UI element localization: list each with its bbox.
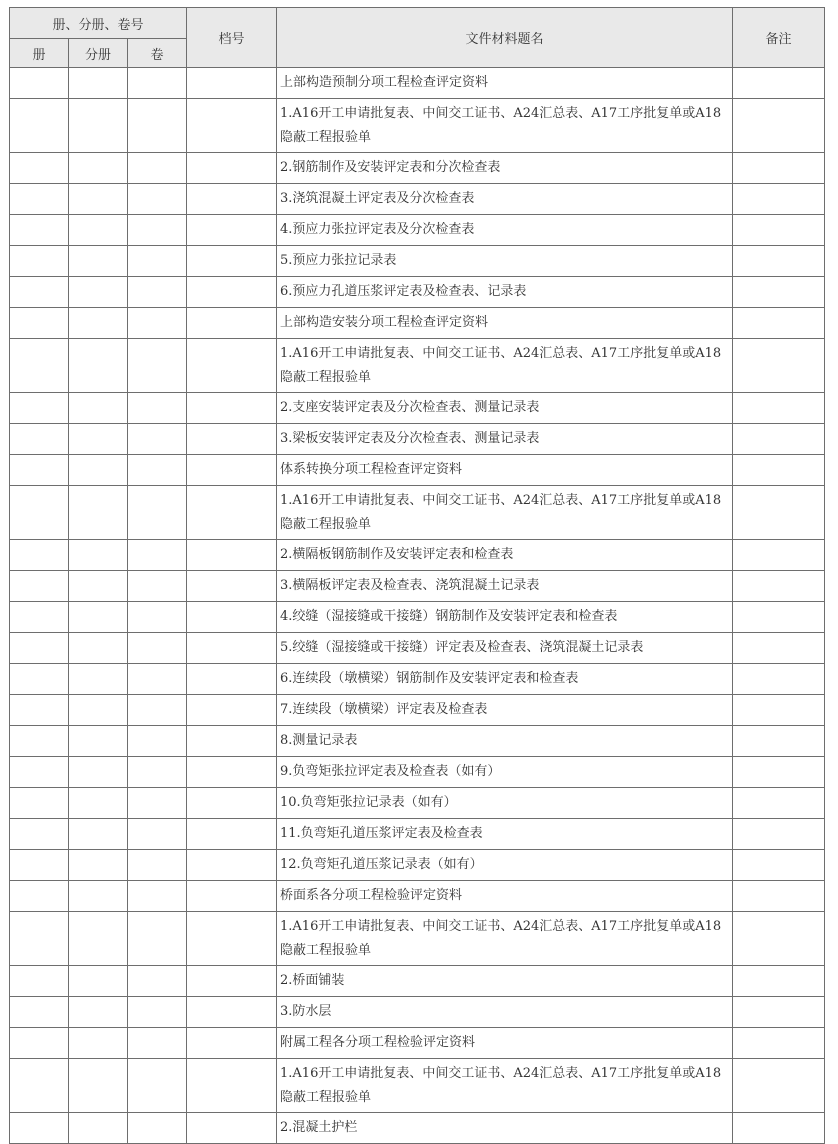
- title-cell: 1.A16开工申请批复表、中间交工证书、A24汇总表、A17工序批复单或A18隐蔽工程报验单: [277, 339, 733, 393]
- roll-cell: [128, 912, 187, 966]
- roll-cell: [128, 246, 187, 277]
- roll-cell: [128, 757, 187, 788]
- table-row: [10, 184, 825, 215]
- title-cell: 9.负弯矩张拉评定表及检查表（如有）: [277, 757, 733, 788]
- file-no-cell: [187, 215, 277, 246]
- file-no-cell: [187, 571, 277, 602]
- header-document-title: 文件材料题名: [277, 8, 733, 68]
- roll-cell: [128, 308, 187, 339]
- sub-volume-cell: [69, 726, 128, 757]
- sub-volume-cell: [69, 184, 128, 215]
- volume-cell: [10, 602, 69, 633]
- roll-cell: [128, 215, 187, 246]
- table-row: [10, 1059, 825, 1113]
- title-cell: 3.防水层: [277, 997, 733, 1028]
- remark-cell: [733, 881, 825, 912]
- table-row: [10, 695, 825, 726]
- volume-cell: [10, 1059, 69, 1113]
- sub-volume-cell: [69, 424, 128, 455]
- title-cell: 3.浇筑混凝土评定表及分次检查表: [277, 184, 733, 215]
- volume-cell: [10, 308, 69, 339]
- volume-cell: [10, 68, 69, 99]
- roll-cell: [128, 393, 187, 424]
- sub-volume-cell: [69, 1113, 128, 1144]
- file-no-cell: [187, 966, 277, 997]
- file-no-cell: [187, 1059, 277, 1113]
- table-row: [10, 308, 825, 339]
- table-row: [10, 339, 825, 393]
- title-cell: 4.绞缝（湿接缝或干接缝）钢筋制作及安装评定表和检查表: [277, 602, 733, 633]
- sub-volume-cell: [69, 308, 128, 339]
- file-no-cell: [187, 277, 277, 308]
- volume-cell: [10, 757, 69, 788]
- file-no-cell: [187, 393, 277, 424]
- file-no-cell: [187, 912, 277, 966]
- roll-cell: [128, 277, 187, 308]
- title-cell: 1.A16开工申请批复表、中间交工证书、A24汇总表、A17工序批复单或A18隐蔽工程报验单: [277, 486, 733, 540]
- volume-cell: [10, 912, 69, 966]
- sub-volume-cell: [69, 393, 128, 424]
- roll-cell: [128, 455, 187, 486]
- roll-cell: [128, 1059, 187, 1113]
- sub-volume-cell: [69, 1059, 128, 1113]
- sub-volume-cell: [69, 215, 128, 246]
- sub-volume-cell: [69, 339, 128, 393]
- sub-volume-cell: [69, 664, 128, 695]
- roll-cell: [128, 339, 187, 393]
- volume-cell: [10, 215, 69, 246]
- roll-cell: [128, 153, 187, 184]
- file-no-cell: [187, 68, 277, 99]
- roll-cell: [128, 424, 187, 455]
- title-cell: 5.预应力张拉记录表: [277, 246, 733, 277]
- header-roll: 卷: [128, 39, 187, 68]
- title-cell: 1.A16开工申请批复表、中间交工证书、A24汇总表、A17工序批复单或A18隐蔽工程报验单: [277, 1059, 733, 1113]
- table-row: [10, 486, 825, 540]
- roll-cell: [128, 68, 187, 99]
- table-row: [10, 571, 825, 602]
- roll-cell: [128, 881, 187, 912]
- table-row: [10, 540, 825, 571]
- title-cell: 附属工程各分项工程检验评定资料: [277, 1028, 733, 1059]
- sub-volume-cell: [69, 571, 128, 602]
- remark-cell: [733, 912, 825, 966]
- table-row: [10, 633, 825, 664]
- volume-cell: [10, 726, 69, 757]
- remark-cell: [733, 455, 825, 486]
- roll-cell: [128, 1113, 187, 1144]
- volume-cell: [10, 184, 69, 215]
- remark-cell: [733, 1028, 825, 1059]
- volume-cell: [10, 571, 69, 602]
- volume-cell: [10, 424, 69, 455]
- table-body: [10, 68, 825, 1144]
- sub-volume-cell: [69, 277, 128, 308]
- file-no-cell: [187, 1113, 277, 1144]
- title-cell: 体系转换分项工程检查评定资料: [277, 455, 733, 486]
- title-cell: 上部构造安装分项工程检查评定资料: [277, 308, 733, 339]
- sub-volume-cell: [69, 757, 128, 788]
- archive-catalog-table: [9, 7, 825, 1144]
- volume-cell: [10, 1028, 69, 1059]
- remark-cell: [733, 757, 825, 788]
- header-file-no: 档号: [187, 8, 277, 68]
- volume-cell: [10, 997, 69, 1028]
- title-cell: 3.横隔板评定表及检查表、浇筑混凝土记录表: [277, 571, 733, 602]
- file-no-cell: [187, 540, 277, 571]
- remark-cell: [733, 966, 825, 997]
- roll-cell: [128, 184, 187, 215]
- header-volume-group: 册、分册、卷号: [10, 8, 187, 39]
- table-row: [10, 153, 825, 184]
- file-no-cell: [187, 153, 277, 184]
- remark-cell: [733, 602, 825, 633]
- sub-volume-cell: [69, 819, 128, 850]
- file-no-cell: [187, 424, 277, 455]
- table-row: [10, 1113, 825, 1144]
- roll-cell: [128, 1028, 187, 1059]
- file-no-cell: [187, 339, 277, 393]
- sub-volume-cell: [69, 602, 128, 633]
- header-sub-volume: 分册: [69, 39, 128, 68]
- title-cell: 6.预应力孔道压浆评定表及检查表、记录表: [277, 277, 733, 308]
- roll-cell: [128, 633, 187, 664]
- roll-cell: [128, 486, 187, 540]
- remark-cell: [733, 393, 825, 424]
- remark-cell: [733, 540, 825, 571]
- sub-volume-cell: [69, 997, 128, 1028]
- roll-cell: [128, 664, 187, 695]
- roll-cell: [128, 726, 187, 757]
- title-cell: 2.支座安装评定表及分次检查表、测量记录表: [277, 393, 733, 424]
- title-cell: 1.A16开工申请批复表、中间交工证书、A24汇总表、A17工序批复单或A18隐蔽工程报验单: [277, 99, 733, 153]
- volume-cell: [10, 819, 69, 850]
- table-row: [10, 664, 825, 695]
- remark-cell: [733, 571, 825, 602]
- table-header: [10, 8, 825, 68]
- table-row: [10, 850, 825, 881]
- file-no-cell: [187, 1028, 277, 1059]
- title-cell: 12.负弯矩孔道压浆记录表（如有）: [277, 850, 733, 881]
- remark-cell: [733, 695, 825, 726]
- sub-volume-cell: [69, 1028, 128, 1059]
- title-cell: 7.连续段（墩横梁）评定表及检查表: [277, 695, 733, 726]
- sub-volume-cell: [69, 850, 128, 881]
- roll-cell: [128, 819, 187, 850]
- roll-cell: [128, 99, 187, 153]
- title-cell: 4.预应力张拉评定表及分次检查表: [277, 215, 733, 246]
- table-row: [10, 215, 825, 246]
- volume-cell: [10, 277, 69, 308]
- title-cell: 5.绞缝（湿接缝或干接缝）评定表及检查表、浇筑混凝土记录表: [277, 633, 733, 664]
- sub-volume-cell: [69, 246, 128, 277]
- volume-cell: [10, 633, 69, 664]
- volume-cell: [10, 788, 69, 819]
- table-row: [10, 819, 825, 850]
- sub-volume-cell: [69, 153, 128, 184]
- file-no-cell: [187, 850, 277, 881]
- volume-cell: [10, 695, 69, 726]
- file-no-cell: [187, 664, 277, 695]
- roll-cell: [128, 850, 187, 881]
- volume-cell: [10, 99, 69, 153]
- title-cell: 2.钢筋制作及安装评定表和分次检查表: [277, 153, 733, 184]
- remark-cell: [733, 850, 825, 881]
- volume-cell: [10, 153, 69, 184]
- table-row: [10, 277, 825, 308]
- table-row: [10, 726, 825, 757]
- remark-cell: [733, 184, 825, 215]
- roll-cell: [128, 695, 187, 726]
- volume-cell: [10, 486, 69, 540]
- remark-cell: [733, 339, 825, 393]
- sub-volume-cell: [69, 695, 128, 726]
- remark-cell: [733, 997, 825, 1028]
- volume-cell: [10, 966, 69, 997]
- file-no-cell: [187, 308, 277, 339]
- remark-cell: [733, 277, 825, 308]
- table-row: [10, 602, 825, 633]
- file-no-cell: [187, 788, 277, 819]
- file-no-cell: [187, 99, 277, 153]
- volume-cell: [10, 246, 69, 277]
- sub-volume-cell: [69, 486, 128, 540]
- roll-cell: [128, 966, 187, 997]
- volume-cell: [10, 664, 69, 695]
- sub-volume-cell: [69, 788, 128, 819]
- file-no-cell: [187, 695, 277, 726]
- file-no-cell: [187, 486, 277, 540]
- sub-volume-cell: [69, 99, 128, 153]
- title-cell: 6.连续段（墩横梁）钢筋制作及安装评定表和检查表: [277, 664, 733, 695]
- file-no-cell: [187, 726, 277, 757]
- table-row: [10, 393, 825, 424]
- remark-cell: [733, 726, 825, 757]
- remark-cell: [733, 633, 825, 664]
- remark-cell: [733, 1113, 825, 1144]
- file-no-cell: [187, 819, 277, 850]
- roll-cell: [128, 540, 187, 571]
- header-remark: 备注: [733, 8, 825, 68]
- title-cell: 2.混凝土护栏: [277, 1113, 733, 1144]
- volume-cell: [10, 540, 69, 571]
- file-no-cell: [187, 246, 277, 277]
- sub-volume-cell: [69, 881, 128, 912]
- title-cell: 2.横隔板钢筋制作及安装评定表和检查表: [277, 540, 733, 571]
- remark-cell: [733, 246, 825, 277]
- title-cell: 桥面系各分项工程检验评定资料: [277, 881, 733, 912]
- title-cell: 1.A16开工申请批复表、中间交工证书、A24汇总表、A17工序批复单或A18隐蔽工程报验单: [277, 912, 733, 966]
- sub-volume-cell: [69, 455, 128, 486]
- title-cell: 2.桥面铺装: [277, 966, 733, 997]
- remark-cell: [733, 486, 825, 540]
- remark-cell: [733, 664, 825, 695]
- title-cell: 8.测量记录表: [277, 726, 733, 757]
- table-row: [10, 788, 825, 819]
- roll-cell: [128, 602, 187, 633]
- volume-cell: [10, 1113, 69, 1144]
- remark-cell: [733, 424, 825, 455]
- remark-cell: [733, 819, 825, 850]
- title-cell: 10.负弯矩张拉记录表（如有）: [277, 788, 733, 819]
- table-row: [10, 1028, 825, 1059]
- file-no-cell: [187, 881, 277, 912]
- volume-cell: [10, 455, 69, 486]
- file-no-cell: [187, 757, 277, 788]
- remark-cell: [733, 308, 825, 339]
- volume-cell: [10, 393, 69, 424]
- volume-cell: [10, 850, 69, 881]
- table-row: [10, 997, 825, 1028]
- table-row: [10, 757, 825, 788]
- file-no-cell: [187, 455, 277, 486]
- remark-cell: [733, 68, 825, 99]
- table-row: [10, 455, 825, 486]
- sub-volume-cell: [69, 540, 128, 571]
- file-no-cell: [187, 997, 277, 1028]
- remark-cell: [733, 99, 825, 153]
- sub-volume-cell: [69, 68, 128, 99]
- title-cell: 上部构造预制分项工程检查评定资料: [277, 68, 733, 99]
- remark-cell: [733, 1059, 825, 1113]
- table-row: [10, 912, 825, 966]
- volume-cell: [10, 339, 69, 393]
- roll-cell: [128, 788, 187, 819]
- remark-cell: [733, 153, 825, 184]
- table-row: [10, 246, 825, 277]
- remark-cell: [733, 788, 825, 819]
- table-row: [10, 966, 825, 997]
- title-cell: 3.梁板安装评定表及分次检查表、测量记录表: [277, 424, 733, 455]
- roll-cell: [128, 571, 187, 602]
- volume-cell: [10, 881, 69, 912]
- sub-volume-cell: [69, 966, 128, 997]
- table-row: [10, 881, 825, 912]
- table-row: [10, 424, 825, 455]
- sub-volume-cell: [69, 912, 128, 966]
- table-row: [10, 68, 825, 99]
- header-volume: 册: [10, 39, 69, 68]
- table-row: [10, 99, 825, 153]
- roll-cell: [128, 997, 187, 1028]
- file-no-cell: [187, 602, 277, 633]
- sub-volume-cell: [69, 633, 128, 664]
- title-cell: 11.负弯矩孔道压浆评定表及检查表: [277, 819, 733, 850]
- file-no-cell: [187, 184, 277, 215]
- file-no-cell: [187, 633, 277, 664]
- remark-cell: [733, 215, 825, 246]
